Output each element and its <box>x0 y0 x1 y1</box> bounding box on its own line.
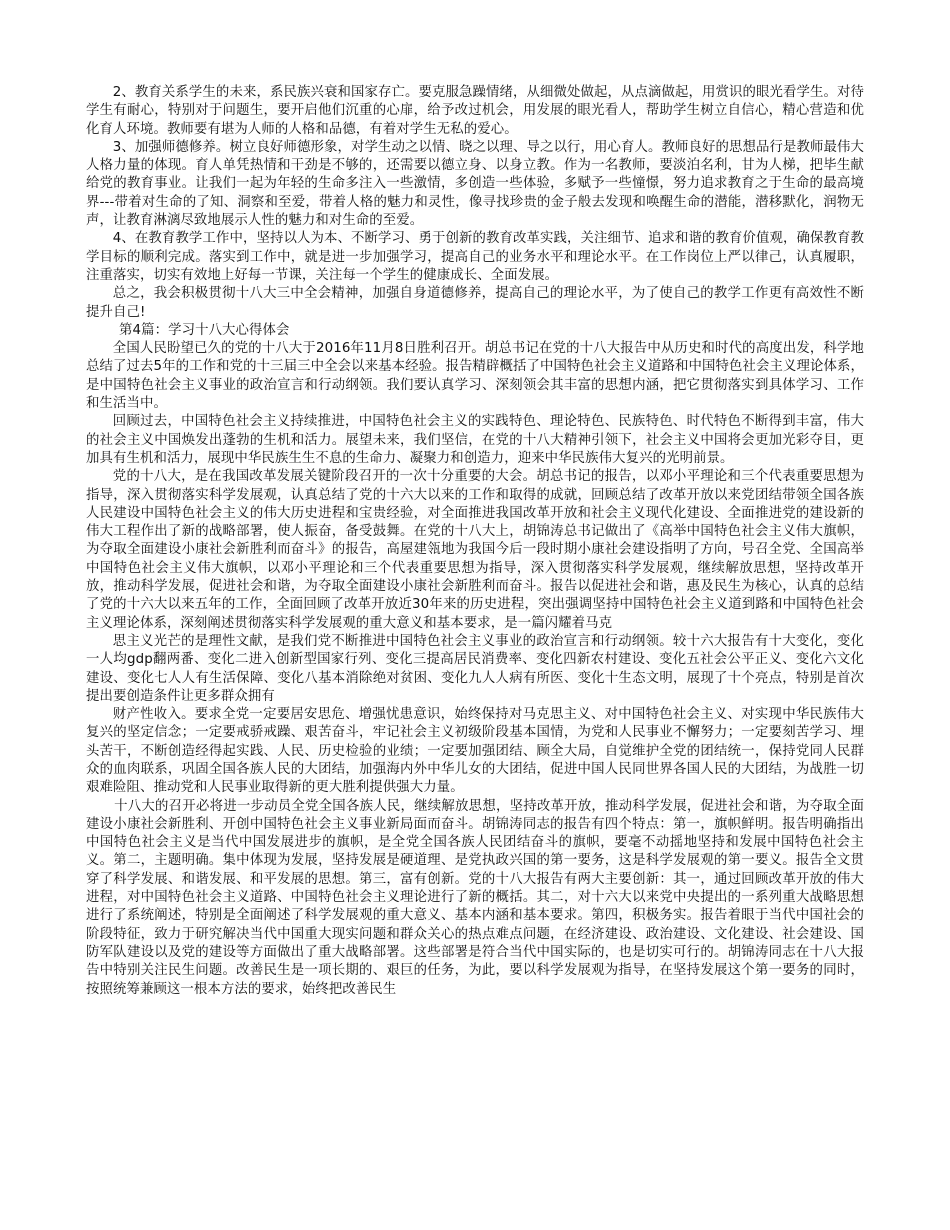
paragraph-summary: 总之，我会积极贯彻十八大三中全会精神，加强自身道德修养，提高自己的理论水平，为了使自己的教学工作更有高效性不断提升自己! <box>86 286 864 320</box>
paragraph-congress: 党的十八大，是在我国改革发展关键阶段召开的一次十分重要的大会。胡总书记的报告，以邓小平理论和三个代表重要思想为指导，深入贯彻落实科学发展观，认真总结了党的十六大以来的工作和取得的成就，回顾总结了改革开放以来党团结带领全国各族人民建设中国特色社会主义的伟大历史进程和宝贵经验，对全面推进我国改革开放和社会主义现代化建设、全面推进党的建设新的伟大工程作出了新的战略部署，使人振奋，备受鼓舞。在党的十八大上，胡锦涛总书记做出了《高举中国特色社会主义伟大旗帜，为夺取全面建设小康社会新胜利而奋斗》的报告，高屋建瓴地为我国今后一段时期小康社会建设指明了方向，号召全党、全国高举中国特色社会主义伟大旗帜，以邓小平理论和三个代表重要思想为指导，深入贯彻落实科学发展观，继续解放思想，坚持改革开放，推动科学发展，促进社会和谐，为夺取全面建设小康社会新胜利而奋斗。报告以促进社会和谐，惠及民生为核心，认真的总结了党的十六大以来五年的工作，全面回顾了改革开放近30年来的历史进程，突出强调坚持中国特色社会主义道到路和中国特色社会主义理论体系，深刻阐述贯彻落实科学发展观的重大意义和基本要求，是一篇闪耀着马克 <box>86 469 864 631</box>
paragraph-review: 回顾过去，中国特色社会主义持续推进，中国特色社会主义的实践特色、理论特色、民族特色、时代特色不断得到丰富，伟大的社会主义中国焕发出蓬勃的生机和活力。展望未来，我们坚信，在党的十八大精神引领下，社会主义中国将会更加光彩夺目，更加具有生机和活力，展现中华民族生生不息的生命力、凝聚力和创造力，迎来中华民族伟大复兴的光明前景。 <box>86 414 864 466</box>
section-heading: 第4篇：学习十八大心得体会 <box>119 322 290 338</box>
paragraph-intro: 全国人民盼望已久的党的十八大于2016年11月8日胜利召开。胡总书记在党的十八大报告中从历史和时代的高度出发，科学地总结了过去5年的工作和党的十三届三中全会以来基本经验。报告精辟概括了中国特色社会主义道路和中国特色社会主义理论体系，是中国特色社会主义事业的政治宣言和行动纲领。我们要认真学习、深刻领会其丰富的思想内涵，把它贯彻落实到具体学习、工作和生活当中。 <box>86 341 864 412</box>
paragraph-item-4: 4、在教育教学工作中，坚持以人为本、不断学习、勇于创新的教育改革实践，关注细节、追求和谐的教育价值观，确保教育教学目标的顺利完成。落实到工作中，就是进一步加强学习，提高自己的业务水平和理论水平。在工作岗位上严以律己，认真履职，注重落实，切实有效地上好每一节课，关注每一个学生的健康成长、全面发展。 <box>86 231 864 283</box>
paragraph-marxism: 思主义光芒的是理性文献，是我们党不断推进中国特色社会主义事业的政治宣言和行动纲领。较十六大报告有十大变化，变化一人均gdp翻两番、变化二进入创新型国家行列、变化三提高居民消费率、变化四新农村建设、变化五社会公平正义、变化六文化建设、变化七人人有生活保障、变化八基本消除绝对贫困、变化九人人病有所医、变化十生态文明，展现了十个亮点，特别是首次提出要创造条件让更多群众拥有 <box>86 633 864 704</box>
paragraph-item-3: 3、加强师德修养。树立良好师德形象，对学生动之以情、晓之以理、导之以行，用心育人。教师良好的思想品行是教师最伟大人格力量的体现。育人单凭热情和干劲是不够的，还需要以德立身、以身立教。作为一名教师，要淡泊名利，甘为人梯，把毕生献给党的教育事业。让我们一起为年轻的生命多注入一些激情，多创造一些体验，多赋予一些憧憬，努力追求教育之于生命的最高境界---带着对生命的了知、洞察和至爱，带着人格的魅力和灵性，像寻找珍贵的金子般去发现和唤醒生命的潜能，潜移默化，润物无声，让教育淋漓尽致地展示人性的魅力和对生命的至爱。 <box>86 139 864 229</box>
paragraph-item-2: 2、教育关系学生的未来，系民族兴衰和国家存亡。要克服急躁情绪，从细微处做起，从点滴做起，用赏识的眼光看学生。对待学生有耐心，特别对于问题生，要开启他们沉重的心扉，给予改过机会，用发展的眼光看人，帮助学生树立自信心，精心营造和优化育人环境。教师要有堪为人师的人格和品德，有着对学生无私的爱心。 <box>86 85 864 137</box>
paragraph-features: 十八大的召开必将进一步动员全党全国各族人民，继续解放思想，坚持改革开放，推动科学发展，促进社会和谐，为夺取全面建设小康社会新胜利、开创中国特色社会主义事业新局面而奋斗。胡锦涛同志的报告有四个特点：第一，旗帜鲜明。报告明确指出中国特色社会主义是当代中国发展进步的旗帜，是全党全国各族人民团结奋斗的旗帜，要毫不动摇地坚持和发展中国特色社会主义。第二，主题明确。集中体现为发展，坚持发展是硬道理、是党执政兴国的第一要务，这是科学发展观的第一要义。报告全文贯穿了科学发展、和谐发展、和平发展的思想。第三，富有创新。党的十八大报告有两大主要创新：其一，通过回顾改革开放的伟大进程，对中国特色社会主义道路、中国特色社会主义理论进行了新的概括。其二，对十六大以来党中央提出的一系列重大战略思想进行了系统阐述，特别是全面阐述了科学发展观的重大意义、基本内涵和基本要求。第四，积极务实。报告着眼于当代中国社会的阶段特征，致力于研究解决当代中国重大现实问题和群众关心的热点难点问题，在经济建设、政治建设、文化建设、社会建设、国防军队建设以及党的建设等方面做出了重大战略部署。这些部署是符合当代中国实际的，也是切实可行的。胡锦涛同志在十八大报告中特别关注民生问题。改善民生是一项长期的、艰巨的任务，为此，要以科学发展观为指导，在坚持发展这个第一要务的同时，按照统筹兼顾这一根本方法的要求，始终把改善民生 <box>86 798 864 997</box>
paragraph-property-income: 财产性收入。要求全党一定要居安思危、增强忧患意识，始终保持对马克思主义、对中国特色社会主义、对实现中华民族伟大复兴的坚定信念；一定要戒骄戒躁、艰苦奋斗，牢记社会主义初级阶段基本国情，为党和人民事业不懈努力；一定要刻苦学习、埋头苦干，不断创造经得起实践、人民、历史检验的业绩；一定要加强团结、顾全大局，自觉维护全党的团结统一，保持党同人民群众的血肉联系，巩固全国各族人民的大团结，加强海内外中华儿女的大团结，促进中国人民同世界各国人民的大团结，为战胜一切艰难险阻、推动党和人民事业取得新的更大胜利提供强大力量。 <box>86 707 864 796</box>
